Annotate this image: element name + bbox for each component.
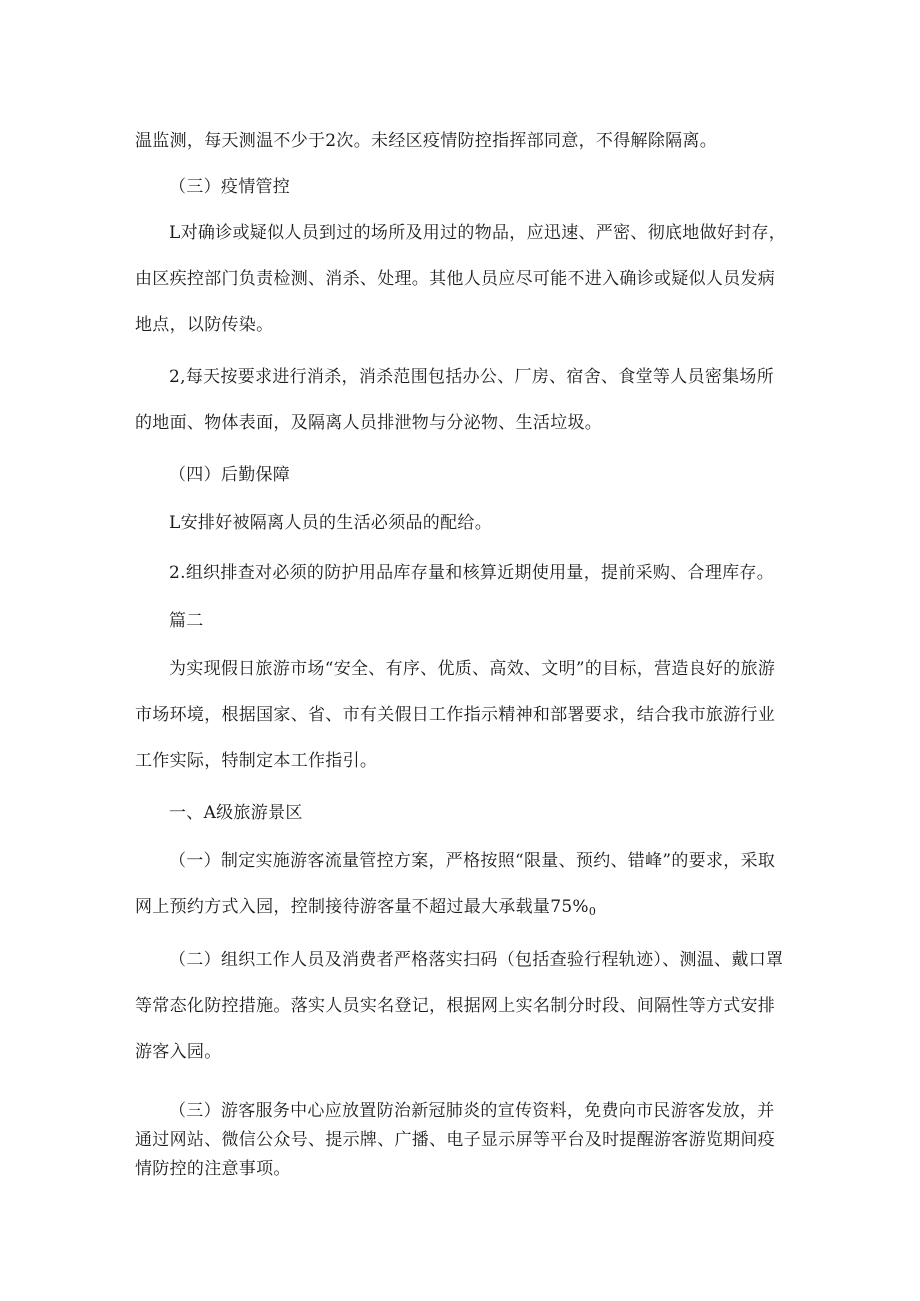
heading-logistics: （四）后勤保障 xyxy=(169,465,291,485)
paragraph-scenic-item-3: （三）游客服务中心应放置防治新冠肺炎的宣传资料，免费向市民游客发放，并通过网站、微信公众号、提示牌、广播、电子显示屏等平台及时提醒游客游览期间疫情防控的注意事项。 xyxy=(135,1101,776,1179)
paragraph-control-item-1: L对确诊或疑似人员到过的场所及用过的物品，应迅速、严密、彻底地做好封存，由区疾控部门负责检测、消杀、处理。其他人员应尽可能不进入确诊或疑似人员发病地点，以防传染。 xyxy=(135,223,787,335)
paragraph-intro: 为实现假日旅游市场“安全、有序、优质、高效、文明”的目标，营造良好的旅游市场环境，根据国家、省、市有关假日工作指示精神和部署要求，结合我市旅游行业工作实际，特制定本工作指引。 xyxy=(135,659,776,771)
paragraph-temperature-monitoring: 温监测，每天测温不少于2次。未经区疫情防控指挥部同意，不得解除隔离。 xyxy=(135,131,718,151)
paragraph-scenic-item-2: （二）组织工作人员及消费者严格落实扫码（包括查验行程轨迹）、测温、戴口罩等常态化防控措施。落实人员实名登记，根据网上实名制分时段、间隔性等方式安排游客入园。 xyxy=(135,950,784,1062)
heading-part-two: 篇二 xyxy=(169,611,204,631)
paragraph-logistics-item-1: L安排好被隔离人员的生活必须品的配给。 xyxy=(169,513,492,533)
paragraph-control-item-2: 2,每天按要求进行消杀，消杀范围包括办公、厂房、宿舍、食堂等人员密集场所的地面、物体表面，及隔离人员排泄物与分泌物、生活垃圾。 xyxy=(135,367,775,433)
paragraph-logistics-item-2: 2.组织排查对必须的防护用品库存量和核算近期使用量，提前采购、合理库存。 xyxy=(169,563,775,583)
heading-epidemic-control: （三）疫情管控 xyxy=(169,177,291,197)
paragraph-scenic-item-1-text: （一）制定实施游客流量管控方案，严格按照“限量、预约、错峰”的要求，采取网上预约方式入园，控制接待游客量不超过最大承载量75% xyxy=(135,851,776,917)
heading-a-level-scenic: 一、A级旅游景区 xyxy=(169,803,303,823)
paragraph-scenic-item-1 xyxy=(135,838,787,935)
paragraph-scenic-item-1-suffix: 0 xyxy=(588,905,597,918)
